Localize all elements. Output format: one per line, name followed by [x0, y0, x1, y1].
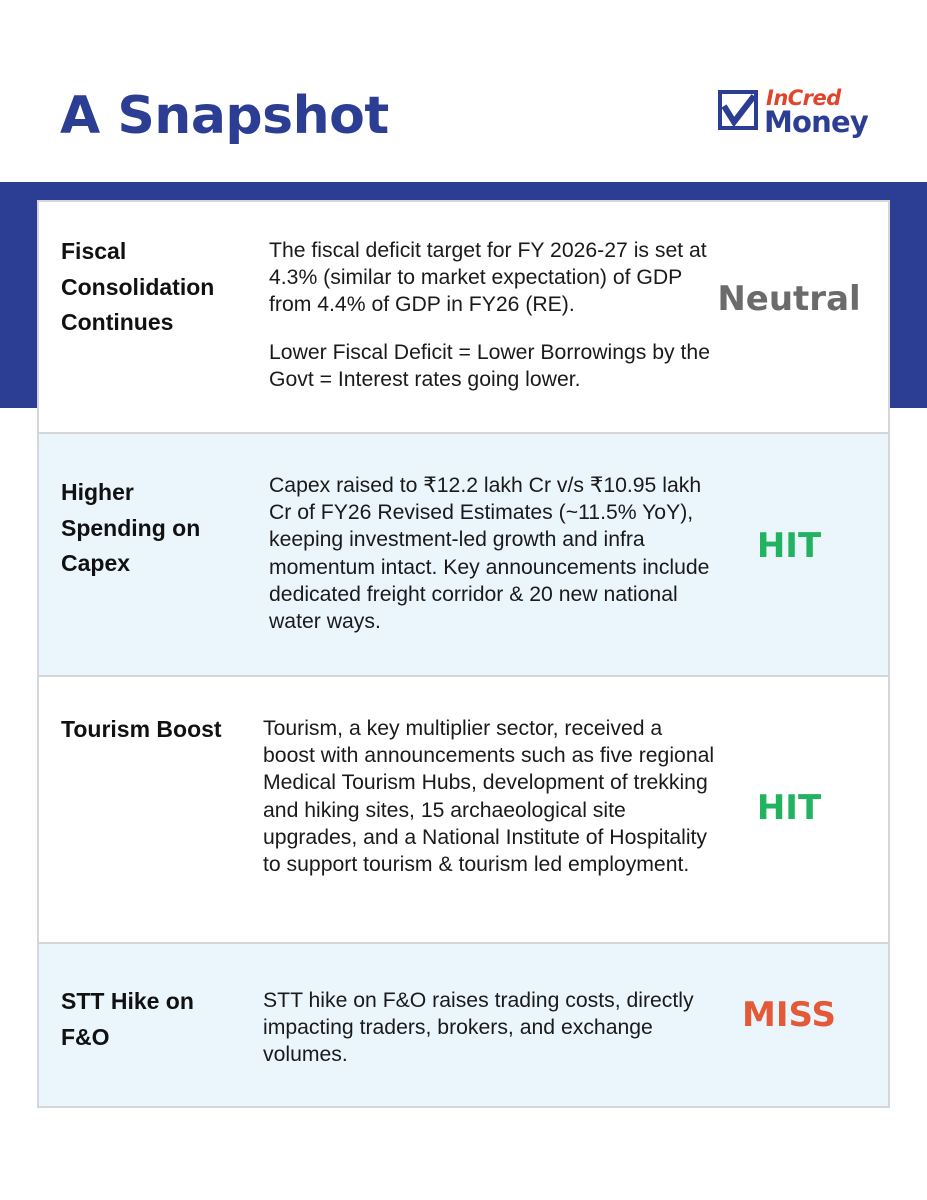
verdict-badge: Neutral: [717, 279, 861, 319]
logo-text-money: Money: [764, 105, 868, 139]
logo-text-incred: InCred: [766, 86, 841, 110]
snapshot-table: [37, 200, 890, 1108]
verdict-badge: MISS: [742, 995, 836, 1035]
row-label: Higher Spending on Capex: [61, 479, 201, 576]
row-description: [269, 237, 724, 393]
page-title: A Snapshot: [60, 86, 389, 146]
row-description: [269, 472, 724, 635]
verdict-badge: HIT: [756, 788, 822, 828]
description-paragraph: STT hike on F&O raises trading costs, directly impacting traders, brokers, and exchange volumes.: [263, 989, 694, 1067]
table-row: [39, 677, 888, 944]
row-label: Tourism Boost: [61, 716, 222, 742]
description-paragraph: Capex raised to ₹12.2 lakh Cr v/s ₹10.95 lakh Cr of FY26 Revised Estimates (~11.5% YoY), keeping investment-led growth and infra momentum intact. Key announcements include dedicated freight corridor & 20 new national water ways.: [269, 474, 710, 634]
row-description: [263, 715, 718, 878]
checkbox-logo-icon: [718, 90, 758, 130]
table-row: [39, 434, 888, 677]
verdict-badge: HIT: [756, 526, 822, 566]
table-row: [39, 944, 888, 1106]
description-paragraph: The fiscal deficit target for FY 2026-27 is set at 4.3% (similar to market expectation) of GDP from 4.4% of GDP in FY26 (RE).: [269, 239, 707, 317]
row-label: STT Hike on F&O: [61, 988, 194, 1050]
description-paragraph: Lower Fiscal Deficit = Lower Borrowings by the Govt = Interest rates going lower.: [269, 340, 710, 391]
row-description: [263, 987, 718, 1069]
table-row: [39, 202, 888, 434]
description-paragraph: Tourism, a key multiplier sector, received a boost with announcements such as five regional Medical Tourism Hubs, development of trekking and hiking sites, 15 archaeological site upgrades, and a National Institute of Hospitality to support tourism & tourism led employment.: [263, 717, 715, 877]
row-label: Fiscal Consolidation Continues: [61, 238, 215, 335]
incred-money-logo: [718, 88, 868, 144]
